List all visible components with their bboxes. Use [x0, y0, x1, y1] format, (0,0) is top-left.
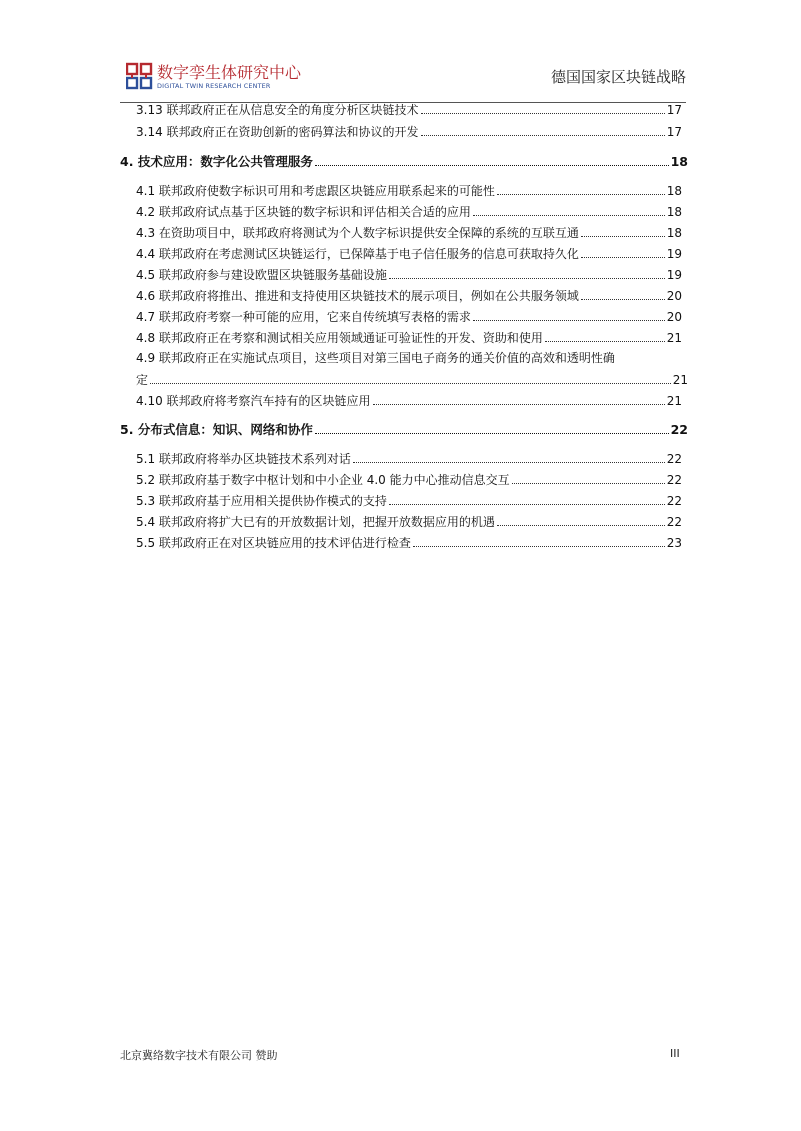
page-header: [120, 58, 690, 104]
dot-leader: [545, 341, 665, 342]
toc-chapter-5[interactable]: 5. 分布式信息：知识、网络和协作 22: [120, 422, 688, 437]
logo-chinese-name: 数字孪生体研究中心: [157, 63, 302, 82]
dot-leader: [315, 433, 669, 434]
toc-entry-wrapped-second-line[interactable]: 定 21: [136, 373, 688, 387]
toc-entry[interactable]: 4.7 联邦政府考察一种可能的应用，它来自传统填写表格的需求 20: [136, 310, 682, 324]
toc-entry[interactable]: 4.3 在资助项目中，联邦政府将测试为个人数字标识提供安全保障的系统的互联互通 18: [136, 226, 682, 240]
dot-leader: [581, 257, 665, 258]
toc-entry[interactable]: 4.2 联邦政府试点基于区块链的数字标识和评估相关合适的应用 18: [136, 205, 682, 219]
toc-entry[interactable]: 3.13 联邦政府正在从信息安全的角度分析区块链技术 17: [136, 103, 682, 117]
dot-leader: [389, 504, 665, 505]
toc-entry[interactable]: 4.5 联邦政府参与建设欧盟区块链服务基础设施 19: [136, 268, 682, 282]
dot-leader: [421, 113, 665, 114]
toc-entry[interactable]: 5.4 联邦政府将扩大已有的开放数据计划，把握开放数据应用的机遇 22: [136, 515, 682, 529]
dot-leader: [315, 165, 669, 166]
dot-leader: [353, 462, 665, 463]
dot-leader: [512, 483, 665, 484]
dot-leader: [373, 404, 665, 405]
toc-entry[interactable]: 4.10 联邦政府将考察汽车持有的区块链应用 21: [136, 394, 682, 408]
toc-entry[interactable]: 4.4 联邦政府在考虑测试区块链运行，已保障基于电子信任服务的信息可获取持久化 19: [136, 247, 682, 261]
toc-chapter-4[interactable]: 4. 技术应用：数字化公共管理服务 18: [120, 154, 688, 169]
dot-leader: [497, 525, 665, 526]
dot-leader: [473, 320, 665, 321]
toc-entry[interactable]: 5.5 联邦政府正在对区块链应用的技术评估进行检查 23: [136, 536, 682, 550]
toc-entry[interactable]: 4.8 联邦政府正在考察和测试相关应用领域通证可验证性的开发、资助和使用 21: [136, 331, 682, 345]
dot-leader: [497, 194, 665, 195]
logo-mark-icon: [126, 62, 154, 92]
toc-entry[interactable]: 5.3 联邦政府基于应用相关提供协作模式的支持 22: [136, 494, 682, 508]
toc-entry-wrapped-first-line[interactable]: 4.9 联邦政府正在实施试点项目，这些项目对第三国电子商务的通关价值的高效和透明性确: [136, 351, 615, 365]
toc-entry[interactable]: 5.1 联邦政府将举办区块链技术系列对话 22: [136, 452, 682, 466]
dot-leader: [421, 135, 665, 136]
toc-entry[interactable]: 4.1 联邦政府使数字标识可用和考虑跟区块链应用联系起来的可能性 18: [136, 184, 682, 198]
dot-leader: [581, 236, 665, 237]
document-title: 德国国家区块链战略: [550, 68, 686, 86]
footer-sponsor: 北京冀络数字技术有限公司 赞助: [120, 1049, 278, 1062]
dot-leader: [389, 278, 665, 279]
toc-entry[interactable]: 5.2 联邦政府基于数字中枢计划和中小企业 4.0 能力中心推动信息交互 22: [136, 473, 682, 487]
footer-page-number: III: [670, 1047, 680, 1060]
toc-entry[interactable]: 3.14 联邦政府正在资助创新的密码算法和协议的开发 17: [136, 125, 682, 139]
dot-leader: [581, 299, 665, 300]
toc-entry[interactable]: 4.6 联邦政府将推出、推进和支持使用区块链技术的展示项目，例如在公共服务领域 20: [136, 289, 682, 303]
logo: [126, 62, 301, 92]
dot-leader: [150, 383, 671, 384]
dot-leader: [413, 546, 665, 547]
dot-leader: [473, 215, 665, 216]
logo-english-name: DIGITAL TWIN RESEARCH CENTER: [157, 82, 271, 90]
